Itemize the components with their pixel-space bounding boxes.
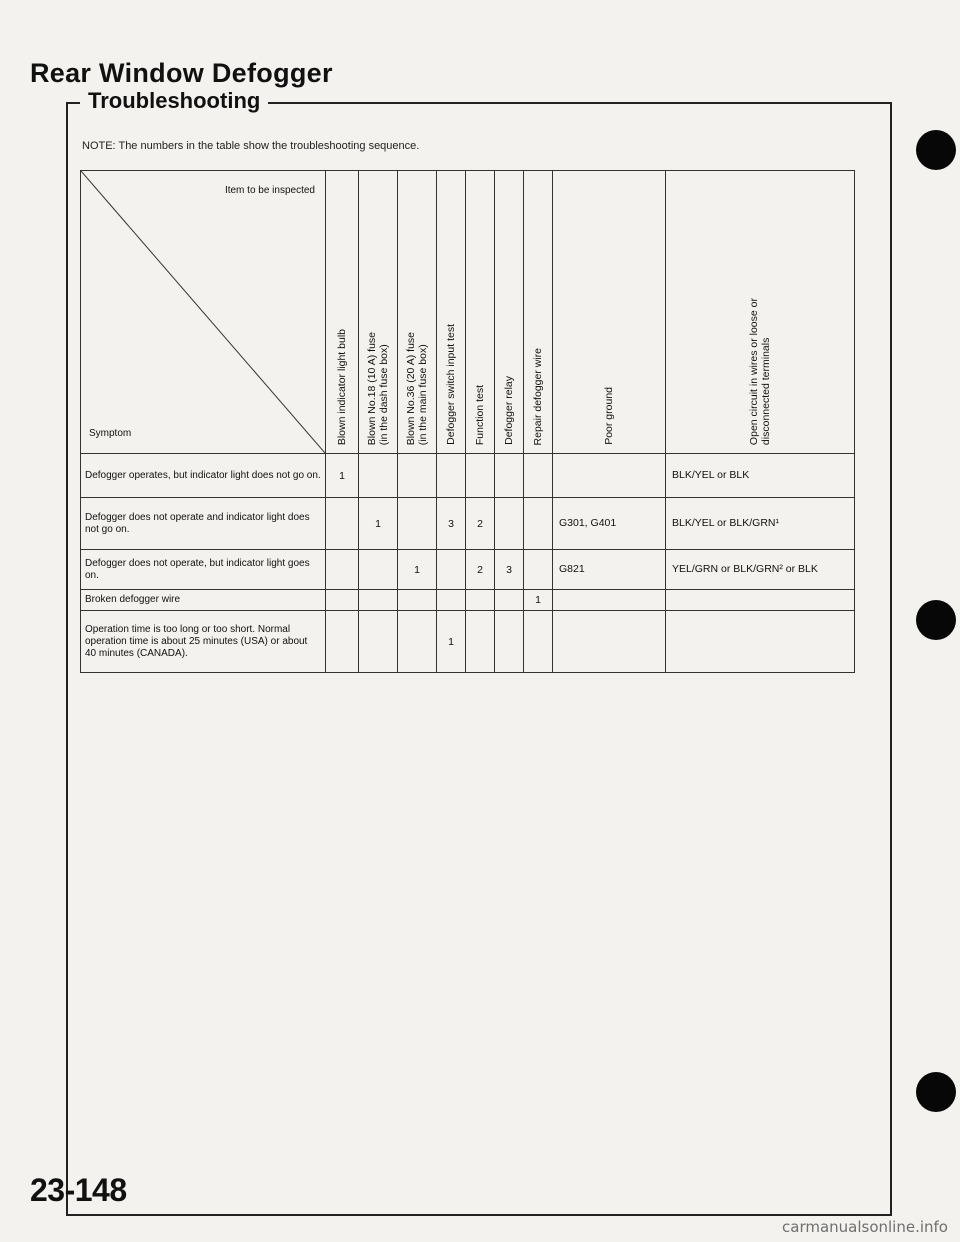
- sequence-cell: [553, 611, 666, 673]
- column-header: [437, 171, 466, 454]
- symptom-cell: Operation time is too long or too short. Normal operation time is about 25 minutes (USA) or about 40 minutes (CANADA).: [81, 611, 326, 673]
- symptom-cell: Defogger does not operate, but indicator light goes on.: [81, 550, 326, 590]
- column-header: [466, 171, 495, 454]
- corner-symptom-label: Symptom: [89, 428, 132, 439]
- page-title: Rear Window Defogger: [30, 58, 333, 88]
- table-row: [81, 550, 855, 590]
- sequence-cell: 1: [524, 590, 553, 611]
- sequence-cell: 1: [437, 611, 466, 673]
- sequence-cell: [666, 590, 855, 611]
- column-header: [398, 171, 437, 454]
- binder-hole-icon: [916, 130, 956, 170]
- column-header-label: Open circuit in wires or loose or disconnected terminals: [748, 297, 772, 445]
- sequence-cell: [398, 590, 437, 611]
- sequence-cell: [495, 498, 524, 550]
- sequence-cell: YEL/GRN or BLK/GRN² or BLK: [666, 550, 855, 590]
- column-header-label: Blown No.18 (10 A) fuse (in the dash fuse box): [366, 331, 390, 445]
- sequence-cell: [524, 454, 553, 498]
- column-header: [495, 171, 524, 454]
- sequence-cell: [359, 611, 398, 673]
- sequence-cell: 3: [495, 550, 524, 590]
- sequence-cell: [359, 550, 398, 590]
- sequence-cell: [437, 454, 466, 498]
- sequence-cell: [524, 550, 553, 590]
- column-header: [666, 171, 855, 454]
- binder-hole-icon: [916, 600, 956, 640]
- corner-diagonal-line: [81, 171, 325, 453]
- page-number: 23-148: [30, 1172, 127, 1208]
- sequence-cell: [524, 611, 553, 673]
- column-header-label: Defogger switch input test: [445, 324, 457, 445]
- sequence-cell: [326, 611, 359, 673]
- symptom-cell: Defogger does not operate and indicator light does not go on.: [81, 498, 326, 550]
- symptom-cell: Defogger operates, but indicator light does not go on.: [81, 454, 326, 498]
- sequence-cell: [466, 454, 495, 498]
- sequence-cell: 2: [466, 498, 495, 550]
- sequence-cell: [359, 590, 398, 611]
- sequence-cell: [398, 498, 437, 550]
- sequence-cell: [398, 611, 437, 673]
- sequence-cell: [553, 454, 666, 498]
- sequence-cell: [466, 611, 495, 673]
- sequence-cell: 1: [326, 454, 359, 498]
- sequence-cell: 2: [466, 550, 495, 590]
- sequence-cell: [524, 498, 553, 550]
- sequence-cell: [326, 498, 359, 550]
- binder-hole-icon: [916, 1072, 956, 1112]
- table-corner-cell: [81, 171, 326, 454]
- table-row: [81, 611, 855, 673]
- sequence-cell: [437, 590, 466, 611]
- table-row: [81, 454, 855, 498]
- column-header: [553, 171, 666, 454]
- section-heading: Troubleshooting: [80, 88, 268, 114]
- sequence-cell: [326, 550, 359, 590]
- sequence-cell: [326, 590, 359, 611]
- column-header-label: Poor ground: [603, 387, 615, 445]
- symptom-cell: Broken defogger wire: [81, 590, 326, 611]
- sequence-cell: [495, 454, 524, 498]
- table-header-row: [81, 171, 855, 454]
- column-header-label: Blown indicator light bulb: [336, 328, 348, 445]
- sequence-cell: G301, G401: [553, 498, 666, 550]
- sequence-cell: G821: [553, 550, 666, 590]
- sequence-cell: 1: [359, 498, 398, 550]
- column-header: [359, 171, 398, 454]
- column-header: [326, 171, 359, 454]
- troubleshooting-note: NOTE: The numbers in the table show the troubleshooting sequence.: [82, 140, 420, 152]
- sequence-cell: BLK/YEL or BLK: [666, 454, 855, 498]
- sequence-cell: [437, 550, 466, 590]
- column-header-label: Defogger relay: [503, 376, 515, 445]
- sequence-cell: 1: [398, 550, 437, 590]
- corner-item-label: Item to be inspected: [224, 185, 315, 196]
- column-header: [524, 171, 553, 454]
- table-row: [81, 498, 855, 550]
- sequence-cell: [666, 611, 855, 673]
- watermark: carmanualsonline.info: [782, 1218, 948, 1236]
- sequence-cell: [553, 590, 666, 611]
- sequence-cell: [359, 454, 398, 498]
- sequence-cell: [495, 611, 524, 673]
- sequence-cell: BLK/YEL or BLK/GRN¹: [666, 498, 855, 550]
- troubleshooting-table: [80, 170, 855, 673]
- sequence-cell: [398, 454, 437, 498]
- table-row: [81, 590, 855, 611]
- column-header-label: Function test: [474, 384, 486, 445]
- sequence-cell: 3: [437, 498, 466, 550]
- sequence-cell: [495, 590, 524, 611]
- sequence-cell: [466, 590, 495, 611]
- column-header-label: Blown No.36 (20 A) fuse (in the main fuse box): [405, 331, 429, 445]
- column-header-label: Repair defogger wire: [532, 347, 544, 445]
